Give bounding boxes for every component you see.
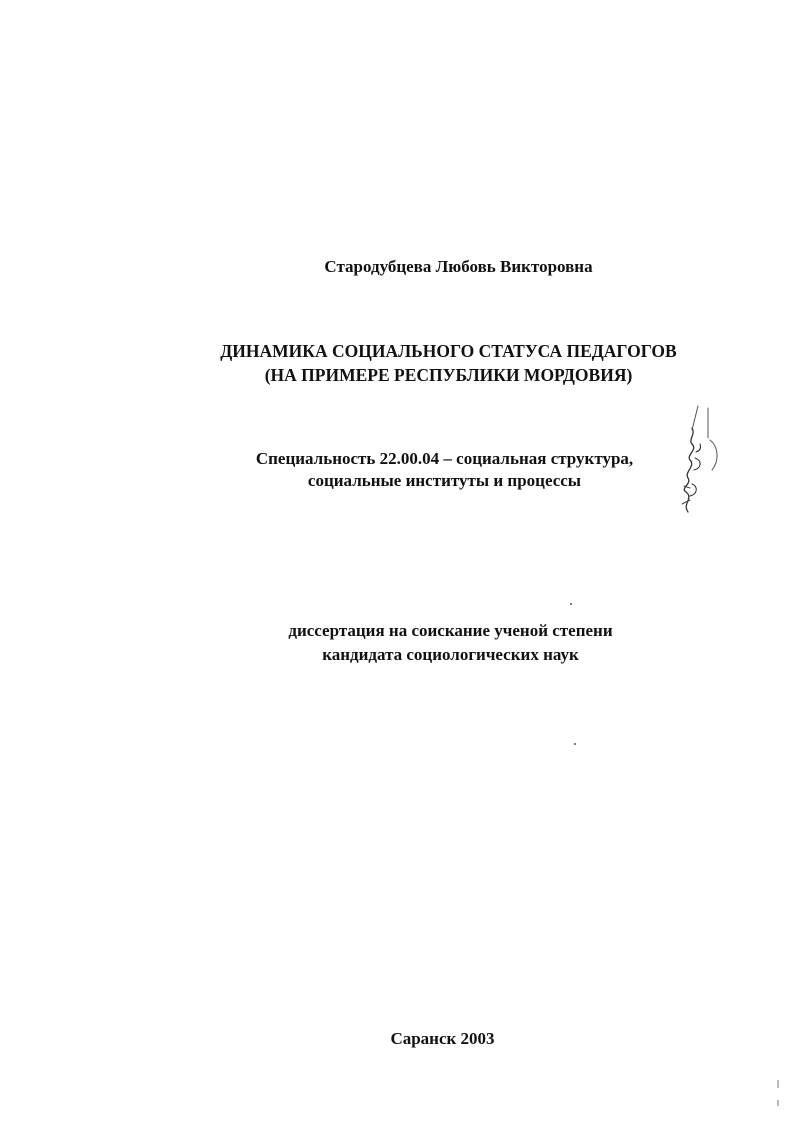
degree-line-2: кандидата социологических наук — [322, 645, 579, 664]
dissertation-title-line-1: ДИНАМИКА СОЦИАЛЬНОГО СТАТУСА ПЕДАГОГОВ — [220, 341, 677, 361]
specialty-line-2: социальные институты и процессы — [307, 471, 582, 490]
author-name: Стародубцева Любовь Викторовна — [324, 257, 593, 276]
scan-speck — [570, 603, 572, 605]
degree-line-1: диссертация на соискание ученой степени — [288, 621, 613, 640]
scan-edge-mark — [777, 1100, 779, 1106]
handwritten-signature-icon — [668, 400, 728, 520]
city-year: Саранск 2003 — [390, 1029, 495, 1048]
scan-edge-mark — [777, 1080, 779, 1088]
scan-speck — [574, 743, 576, 745]
specialty-line-1: Специальность 22.00.04 – социальная структура, — [255, 449, 634, 468]
dissertation-title-line-2: (НА ПРИМЕРЕ РЕСПУБЛИКИ МОРДОВИЯ) — [264, 365, 633, 385]
